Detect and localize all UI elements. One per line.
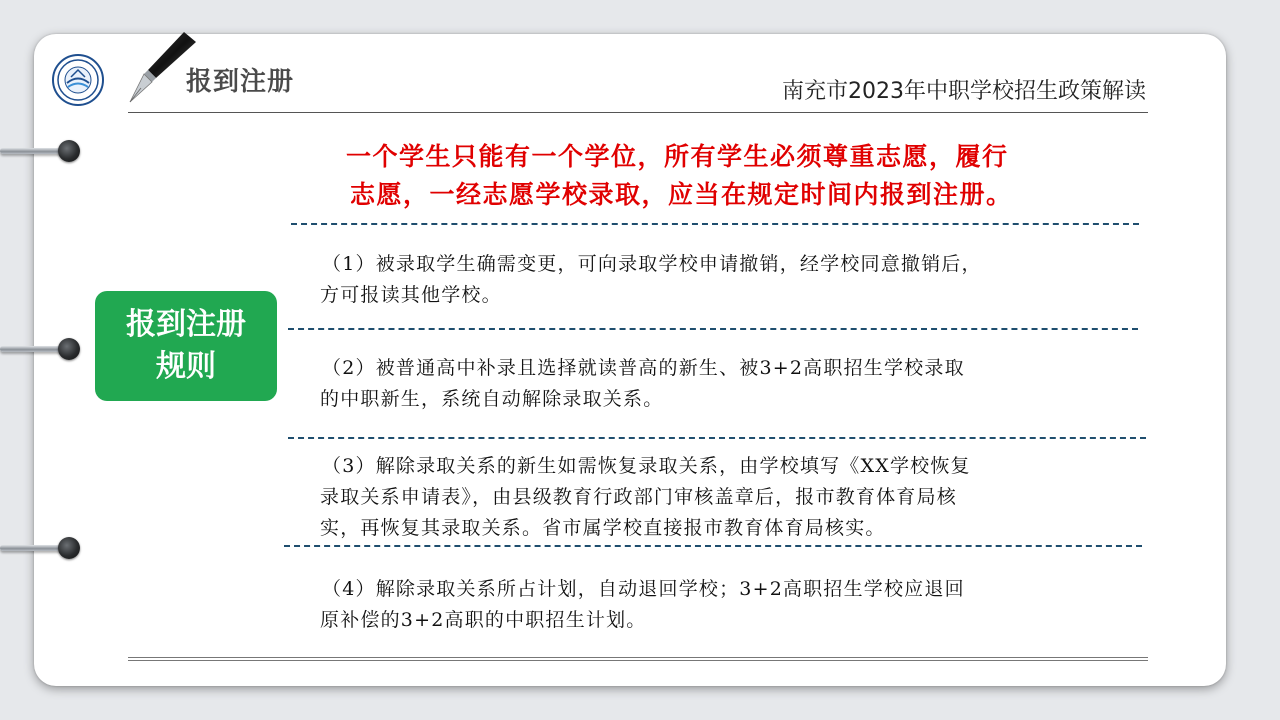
rule-item-4	[322, 574, 1112, 636]
binder-ring-icon	[0, 336, 90, 364]
header-divider	[128, 112, 1148, 113]
main-statement-line: 一个学生只能有一个学位，所有学生必须尊重志愿，履行	[346, 142, 1009, 171]
rule-item-3	[322, 451, 1112, 544]
rule-line: （4）解除录取关系所占计划，自动退回学校；3+2高职招生学校应退回	[322, 578, 965, 600]
rules-badge-line: 报到注册	[126, 307, 246, 342]
rule-line: （1）被录取学生确需变更，可向录取学校申请撤销，经学校同意撤销后，	[322, 253, 982, 275]
binder-ring-icon	[0, 535, 90, 563]
dashed-divider	[288, 328, 1138, 330]
dashed-divider	[288, 437, 1146, 439]
rules-badge	[95, 291, 277, 401]
binder-ring-icon	[0, 138, 90, 166]
dashed-divider	[291, 223, 1139, 225]
dashed-divider	[284, 545, 1142, 547]
rule-line: 方可报读其他学校。	[320, 284, 502, 306]
footer-divider	[128, 657, 1148, 661]
logo-icon	[52, 54, 104, 106]
rules-badge-line: 规则	[156, 349, 216, 384]
main-statement	[346, 138, 1156, 214]
rule-item-1	[322, 249, 1112, 311]
header-subtitle: 南充市2023年中职学校招生政策解读	[782, 79, 1146, 104]
rule-line: 原补偿的3+2高职的中职招生计划。	[320, 609, 647, 631]
section-title: 报到注册	[186, 67, 295, 97]
rule-line: 的中职新生，系统自动解除录取关系。	[320, 388, 664, 410]
rule-line: 录取关系申请表》，由县级教育行政部门审核盖章后，报市教育体育局核	[320, 486, 957, 508]
rule-line: （3）解除录取关系的新生如需恢复录取关系，由学校填写《XX学校恢复	[322, 455, 971, 477]
rule-line: （2）被普通高中补录且选择就读普高的新生、被3+2高职招生学校录取	[322, 357, 965, 379]
main-statement-line: 志愿，一经志愿学校录取，应当在规定时间内报到注册。	[350, 180, 1013, 209]
rule-line: 实，再恢复其录取关系。省市属学校直接报市教育体育局核实。	[320, 517, 886, 539]
rule-item-2	[322, 353, 1112, 415]
